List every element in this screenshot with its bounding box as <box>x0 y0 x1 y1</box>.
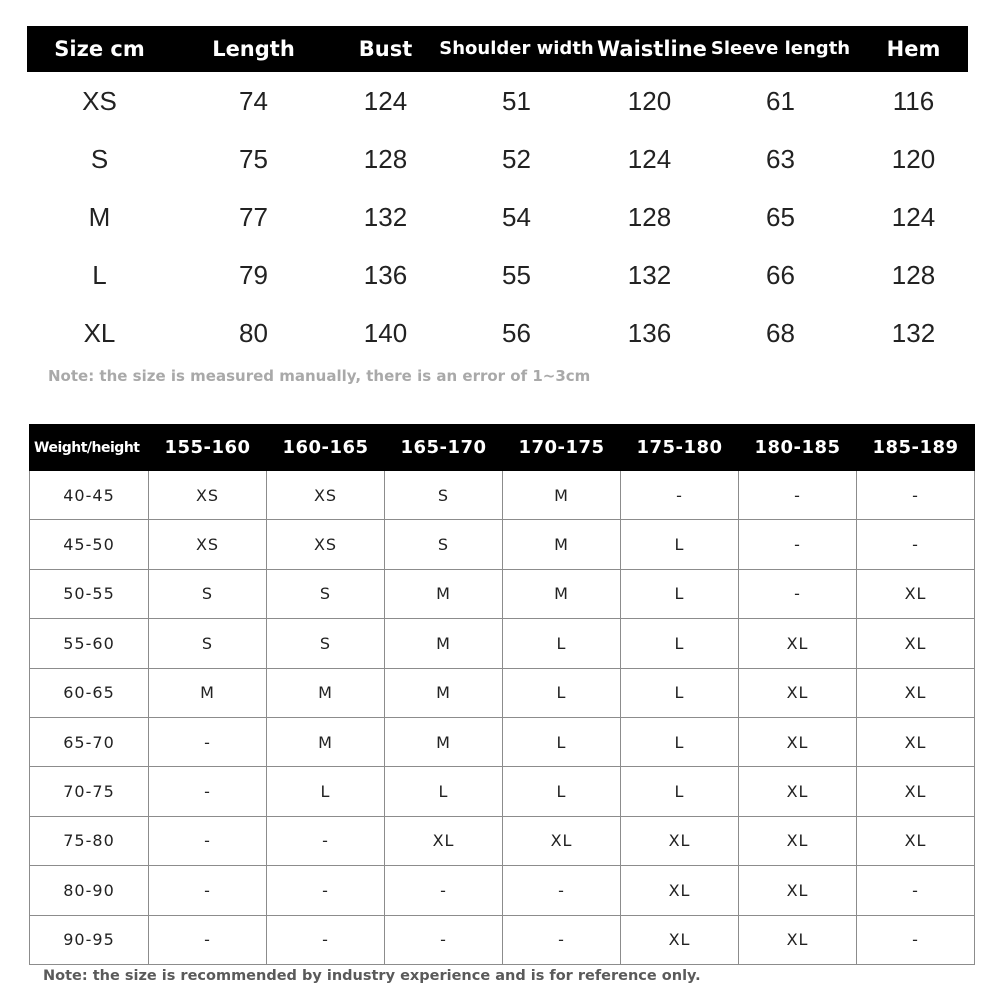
height-range-header: 170-175 <box>503 425 621 471</box>
recommended-size-cell: - <box>149 915 267 964</box>
recommendation-note: Note: the size is recommended by industry experience and is for reference only. <box>43 968 701 984</box>
waistline-value: 136 <box>627 317 672 348</box>
recommended-size-cell: - <box>267 915 385 964</box>
table-row <box>30 767 975 816</box>
table-row <box>27 130 968 188</box>
table-row <box>30 816 975 865</box>
table-row <box>30 619 975 668</box>
bust-value: 128 <box>363 143 408 174</box>
length-value: 74 <box>239 85 268 116</box>
waistline-value: 124 <box>627 143 672 174</box>
table-row <box>30 866 975 915</box>
recommended-size-cell: L <box>621 668 739 717</box>
weight-range-label: 60-65 <box>30 668 149 717</box>
sleeve-value: 63 <box>766 143 795 174</box>
header-bust: Bust <box>358 36 413 61</box>
recommended-size-cell: M <box>385 569 503 618</box>
height-range-header: 165-170 <box>385 425 503 471</box>
length-value: 79 <box>239 259 268 290</box>
recommended-size-cell: XL <box>621 915 739 964</box>
weight-range-label: 50-55 <box>30 569 149 618</box>
weight-range-label: 70-75 <box>30 767 149 816</box>
recommended-size-cell: XL <box>857 717 975 766</box>
recommended-size-cell: XS <box>267 471 385 520</box>
measurement-header-row <box>27 26 968 72</box>
height-range-header: 160-165 <box>267 425 385 471</box>
table-row <box>30 717 975 766</box>
recommended-size-cell: L <box>503 668 621 717</box>
recommended-size-cell: - <box>267 866 385 915</box>
hem-value: 128 <box>891 259 936 290</box>
recommended-size-cell: XL <box>739 717 857 766</box>
weight-range-label: 75-80 <box>30 816 149 865</box>
size-label: M <box>88 201 111 232</box>
recommended-size-cell: L <box>621 619 739 668</box>
recommended-size-cell: S <box>149 569 267 618</box>
height-range-header: 175-180 <box>621 425 739 471</box>
table-row <box>30 668 975 717</box>
sleeve-value: 65 <box>766 201 795 232</box>
size-label: XS <box>82 85 117 116</box>
size-label: S <box>90 143 109 174</box>
bust-value: 136 <box>363 259 408 290</box>
recommended-size-cell: - <box>267 816 385 865</box>
length-value: 80 <box>239 317 268 348</box>
recommended-size-cell: - <box>739 471 857 520</box>
recommended-size-cell: - <box>857 866 975 915</box>
recommended-size-cell: XS <box>149 471 267 520</box>
recommended-size-cell: M <box>149 668 267 717</box>
table-row <box>27 304 968 362</box>
recommended-size-cell: - <box>503 866 621 915</box>
weight-range-label: 45-50 <box>30 520 149 569</box>
shoulder-value: 54 <box>502 201 531 232</box>
bust-value: 124 <box>363 85 408 116</box>
recommended-size-cell: XL <box>739 767 857 816</box>
recommendation-table <box>29 424 975 965</box>
shoulder-value: 51 <box>502 85 531 116</box>
recommended-size-cell: XL <box>621 866 739 915</box>
recommended-size-cell: XL <box>857 668 975 717</box>
recommended-size-cell: S <box>149 619 267 668</box>
waistline-value: 132 <box>627 259 672 290</box>
recommendation-body <box>30 471 975 965</box>
recommended-size-cell: L <box>621 520 739 569</box>
table-row <box>30 471 975 520</box>
header-size: Size cm <box>54 36 145 61</box>
recommended-size-cell: - <box>149 816 267 865</box>
recommended-size-cell: XL <box>857 619 975 668</box>
hem-value: 132 <box>891 317 936 348</box>
recommended-size-cell: XL <box>739 619 857 668</box>
recommended-size-cell: L <box>621 717 739 766</box>
size-label: L <box>92 259 107 290</box>
recommended-size-cell: L <box>503 717 621 766</box>
header-shoulder-width: Shoulder width <box>439 37 594 59</box>
recommended-size-cell: L <box>621 569 739 618</box>
weight-range-label: 40-45 <box>30 471 149 520</box>
bust-value: 132 <box>363 201 408 232</box>
recommended-size-cell: S <box>385 520 503 569</box>
recommended-size-cell: M <box>267 717 385 766</box>
weight-range-label: 80-90 <box>30 866 149 915</box>
recommended-size-cell: M <box>267 668 385 717</box>
recommended-size-cell: XL <box>857 816 975 865</box>
sleeve-value: 61 <box>766 85 795 116</box>
recommended-size-cell: L <box>503 767 621 816</box>
recommended-size-cell: M <box>503 520 621 569</box>
recommended-size-cell: - <box>739 569 857 618</box>
recommended-size-cell: - <box>385 915 503 964</box>
recommended-size-cell: XL <box>503 816 621 865</box>
recommended-size-cell: XL <box>621 816 739 865</box>
weight-range-label: 55-60 <box>30 619 149 668</box>
recommended-size-cell: - <box>621 471 739 520</box>
table-row <box>27 188 968 246</box>
recommended-size-cell: M <box>503 471 621 520</box>
recommended-size-cell: - <box>857 915 975 964</box>
recommended-size-cell: S <box>385 471 503 520</box>
table-row <box>30 915 975 964</box>
weight-range-label: 65-70 <box>30 717 149 766</box>
length-value: 77 <box>239 201 268 232</box>
recommended-size-cell: XS <box>267 520 385 569</box>
hem-value: 120 <box>891 143 936 174</box>
recommended-size-cell: - <box>385 866 503 915</box>
table-row <box>27 72 968 130</box>
height-range-header: 180-185 <box>739 425 857 471</box>
recommended-size-cell: XL <box>739 668 857 717</box>
measurement-note: Note: the size is measured manually, there is an error of 1~3cm <box>48 367 591 385</box>
recommended-size-cell: L <box>385 767 503 816</box>
recommended-size-cell: - <box>149 866 267 915</box>
recommended-size-cell: XL <box>739 816 857 865</box>
recommended-size-cell: M <box>385 668 503 717</box>
length-value: 75 <box>239 143 268 174</box>
shoulder-value: 55 <box>502 259 531 290</box>
weight-height-corner-label: Weight/height <box>30 425 149 471</box>
header-sleeve-length: Sleeve length <box>710 37 851 59</box>
height-range-header: 155-160 <box>149 425 267 471</box>
weight-range-label: 90-95 <box>30 915 149 964</box>
recommended-size-cell: S <box>267 619 385 668</box>
height-range-header: 185-189 <box>857 425 975 471</box>
waistline-value: 120 <box>627 85 672 116</box>
waistline-value: 128 <box>627 201 672 232</box>
header-waistline: Waistline <box>597 36 707 61</box>
recommended-size-cell: - <box>739 520 857 569</box>
recommended-size-cell: - <box>149 767 267 816</box>
hem-value: 116 <box>892 85 935 116</box>
recommended-size-cell: XL <box>739 866 857 915</box>
recommended-size-cell: XL <box>385 816 503 865</box>
recommended-size-cell: L <box>503 619 621 668</box>
recommended-size-cell: XL <box>857 767 975 816</box>
recommended-size-cell: XL <box>739 915 857 964</box>
shoulder-value: 52 <box>502 143 531 174</box>
table-row <box>30 520 975 569</box>
bust-value: 140 <box>363 317 408 348</box>
header-hem: Hem <box>886 36 941 61</box>
sleeve-value: 66 <box>766 259 795 290</box>
recommended-size-cell: L <box>621 767 739 816</box>
hem-value: 124 <box>891 201 936 232</box>
recommended-size-cell: M <box>503 569 621 618</box>
table-row <box>30 569 975 618</box>
recommended-size-cell: - <box>503 915 621 964</box>
recommended-size-cell: M <box>385 717 503 766</box>
recommended-size-cell: - <box>857 520 975 569</box>
shoulder-value: 56 <box>502 317 531 348</box>
recommended-size-cell: S <box>267 569 385 618</box>
recommended-size-cell: L <box>267 767 385 816</box>
sleeve-value: 68 <box>766 317 795 348</box>
table-row <box>27 246 968 304</box>
recommended-size-cell: XS <box>149 520 267 569</box>
recommendation-header-row <box>30 425 975 471</box>
recommended-size-cell: - <box>857 471 975 520</box>
recommended-size-cell: M <box>385 619 503 668</box>
header-length: Length <box>212 36 295 61</box>
measurement-table <box>27 26 968 362</box>
recommended-size-cell: XL <box>857 569 975 618</box>
size-label: XL <box>83 317 116 348</box>
recommended-size-cell: - <box>149 717 267 766</box>
